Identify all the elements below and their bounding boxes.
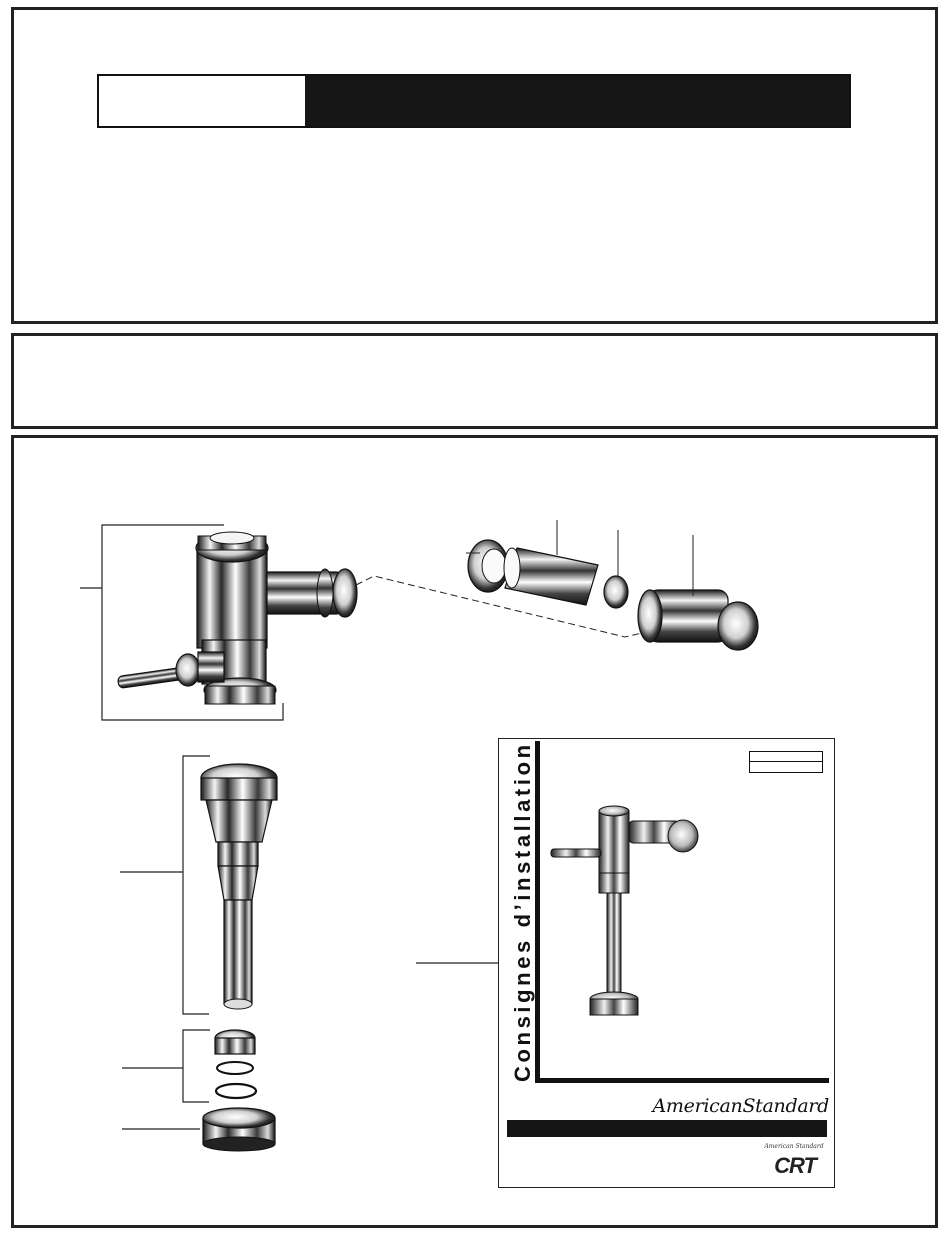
stop-valve-assembly (466, 520, 758, 650)
flush-valve-body (80, 525, 357, 720)
manual-spine-title: Consignes d’installation (510, 741, 535, 1082)
manual-valve-image (545, 799, 705, 1039)
manual-black-bar (507, 1120, 827, 1137)
spud-coupling (122, 1030, 256, 1102)
crt-logo-text: CRT (774, 1153, 816, 1178)
wall-escutcheon (122, 1108, 275, 1151)
crt-logo-small: American Standard (764, 1143, 824, 1150)
manual-label-box (749, 751, 823, 773)
crt-logo (761, 1143, 827, 1179)
manual-brand-logo: AmericanStandard (652, 1095, 829, 1117)
flush-connector (120, 756, 277, 1014)
installation-manual (498, 738, 835, 1188)
